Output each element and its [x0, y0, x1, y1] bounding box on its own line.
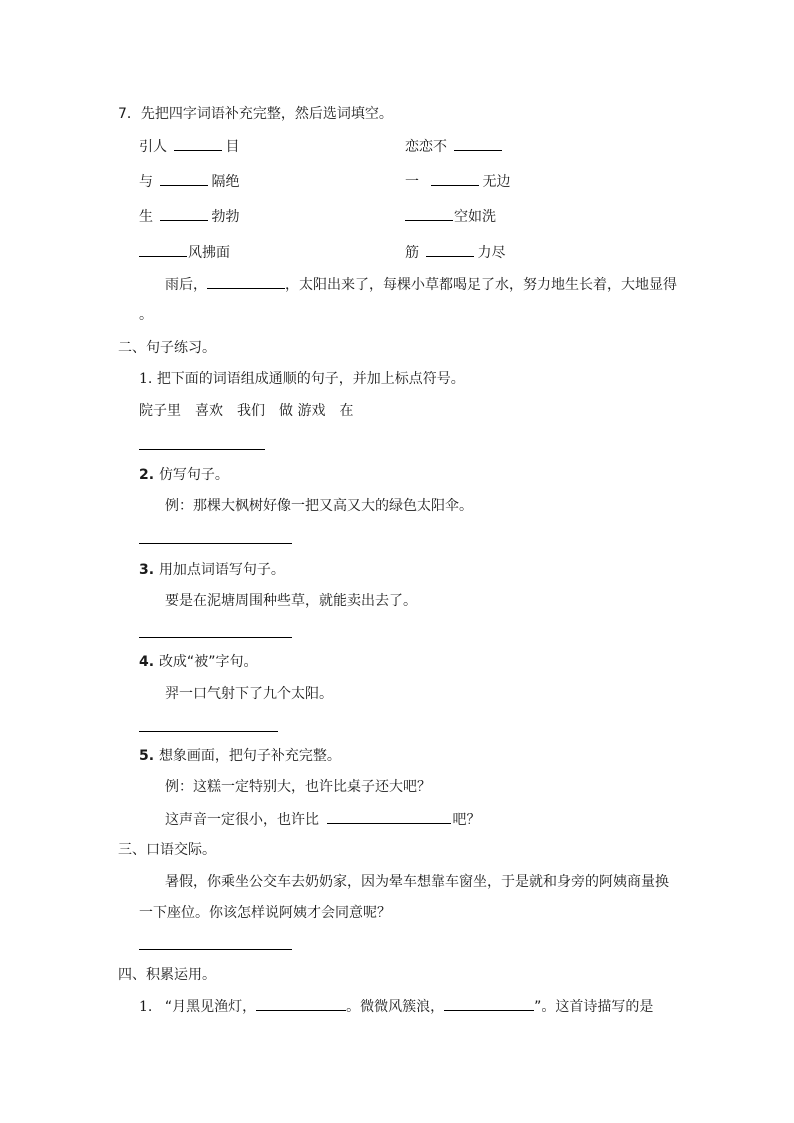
word-suffix: 目 — [225, 139, 240, 155]
s4-item-1 — [139, 996, 653, 1017]
word-prefix: 生 — [139, 209, 153, 225]
item-number: 1. — [139, 371, 153, 387]
item-title: 用加点词语写句子。 — [158, 562, 285, 578]
q7-word-7 — [139, 242, 230, 263]
q7-word-8 — [405, 242, 505, 263]
s2-item-5-title — [139, 746, 341, 766]
q7-word-4 — [405, 171, 510, 192]
section-4-heading: 四、积累运用。 — [118, 967, 216, 983]
s2-item-4-content: 羿一口气射下了九个太阳。 — [165, 686, 333, 702]
word-suffix: 风拂面 — [188, 245, 230, 261]
fill-start: 这声音一定很小，也许比 — [165, 812, 319, 828]
s3-paragraph-line-1: 暑假，你乘坐公交车去奶奶家，因为晕车想靠车窗坐，于是就和身旁的阿姨商量换 — [165, 874, 669, 890]
answer-line[interactable] — [139, 449, 265, 450]
s2-item-5-content: 例：这糕一定特别大，也许比桌子还大吧？ — [165, 779, 431, 795]
s2-item-5-fill — [165, 809, 480, 830]
answer-line[interactable] — [139, 637, 292, 638]
sentence-blank[interactable] — [207, 274, 285, 289]
answer-line[interactable] — [139, 543, 292, 544]
word-blank[interactable] — [160, 171, 208, 186]
item-number: 5. — [139, 748, 155, 764]
section-3-heading: 三、口语交际。 — [118, 842, 216, 858]
q7-sentence-end: 。 — [139, 307, 153, 323]
s2-item-1-title — [139, 369, 465, 389]
item-number: 3. — [139, 562, 155, 578]
s2-item-1-content: 院子里 喜欢 我们 做 游戏 在 — [139, 403, 354, 419]
word-suffix: 空如洗 — [454, 209, 496, 225]
item-title: 改成“被”字句。 — [158, 654, 258, 670]
poem-blank-1[interactable] — [256, 996, 346, 1011]
word-blank[interactable] — [139, 242, 187, 257]
sentence-rest: ，太阳出来了，每棵小草都喝足了水，努力地生长着，大地显得 — [285, 277, 677, 293]
item-title: 仿写句子。 — [158, 467, 229, 483]
item-number: 2. — [139, 467, 155, 483]
s3-paragraph-line-2: 一下座位。你该怎样说阿姨才会同意呢？ — [139, 905, 391, 921]
fill-end: 吧？ — [452, 812, 481, 828]
section-2-heading: 二、句子练习。 — [118, 340, 216, 356]
q7-word-1 — [139, 136, 239, 157]
word-blank[interactable] — [405, 206, 453, 221]
s2-item-3-content: 要是在泥塘周围种些草，就能卖出去了。 — [165, 593, 417, 609]
poem-part-1: “月黑见渔灯， — [164, 999, 257, 1015]
s2-item-3-title — [139, 560, 285, 580]
fill-blank[interactable] — [327, 809, 451, 824]
s2-item-2-title — [139, 465, 229, 485]
q7-word-3 — [139, 171, 239, 192]
answer-line[interactable] — [139, 731, 278, 732]
item-title: 想象画面，把句子补充完整。 — [158, 748, 341, 764]
word-prefix: 筋 — [405, 245, 419, 261]
q7-word-5 — [139, 206, 239, 227]
word-prefix: 引人 — [139, 139, 167, 155]
word-blank[interactable] — [431, 171, 479, 186]
word-blank[interactable] — [426, 242, 474, 257]
item-title: 把下面的词语组成通顺的句子，并加上标点符号。 — [156, 371, 465, 387]
word-blank[interactable] — [160, 206, 208, 221]
s2-item-2-content: 例：那棵大枫树好像一把又高又大的绿色太阳伞。 — [165, 498, 473, 514]
poem-blank-2[interactable] — [444, 996, 534, 1011]
word-blank[interactable] — [454, 136, 502, 151]
word-prefix: 一 — [405, 174, 419, 190]
item-number: 4. — [139, 654, 155, 670]
sentence-start: 雨后， — [165, 277, 207, 293]
s2-item-4-title — [139, 652, 257, 672]
q7-fill-sentence — [165, 274, 677, 295]
word-suffix: 勃勃 — [211, 209, 240, 225]
poem-part-2: 。微微风簇浪， — [346, 999, 445, 1015]
q7-word-2 — [405, 136, 505, 157]
word-suffix: 无边 — [482, 174, 511, 190]
q7-word-6 — [405, 206, 496, 227]
word-blank[interactable] — [174, 136, 222, 151]
poem-part-3: ”。这首诗描写的是 — [534, 999, 654, 1015]
word-suffix: 力尽 — [477, 245, 506, 261]
word-prefix: 与 — [139, 174, 153, 190]
answer-line[interactable] — [139, 949, 292, 950]
q7-heading: 7．先把四字词语补充完整，然后选词填空。 — [118, 106, 393, 122]
word-suffix: 隔绝 — [211, 174, 240, 190]
item-number: 1. — [139, 999, 153, 1015]
word-prefix: 恋恋不 — [405, 139, 447, 155]
